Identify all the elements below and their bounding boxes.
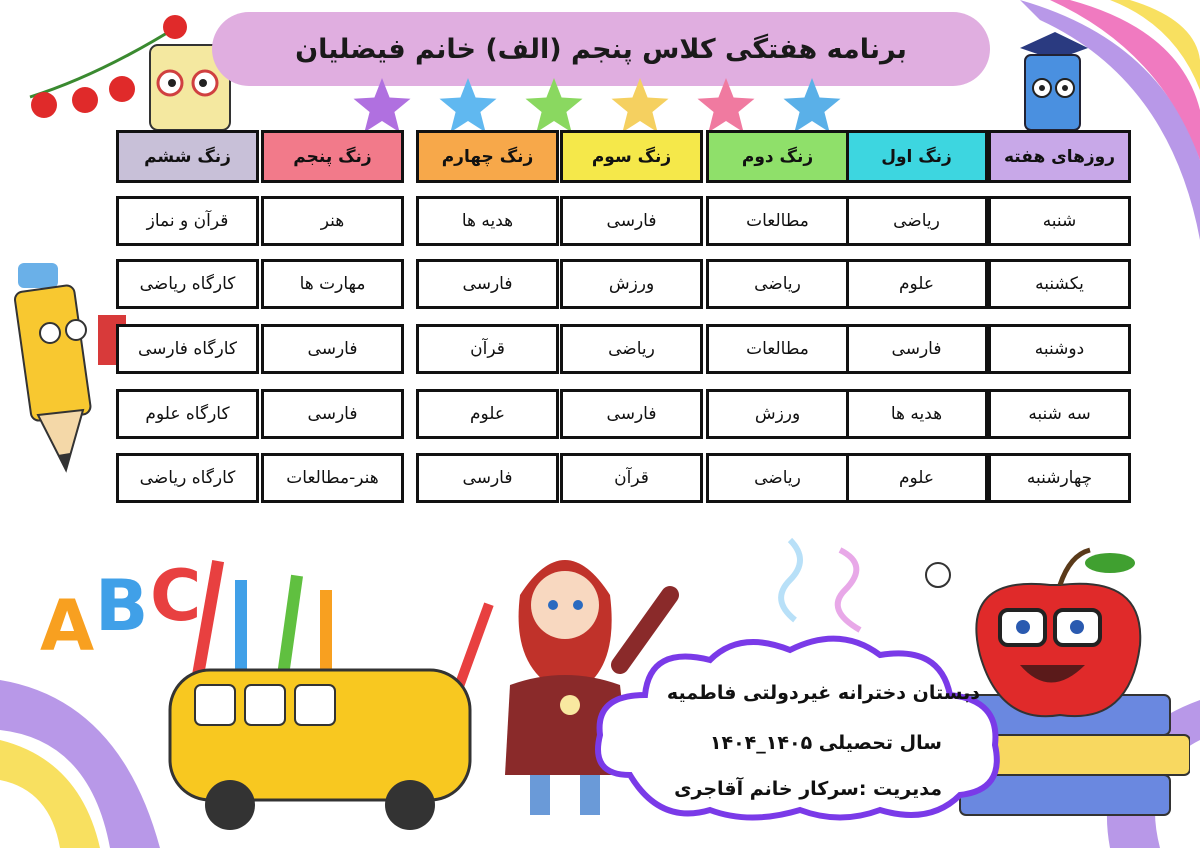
schedule-cell: ورزش (560, 259, 703, 309)
schedule-cell: کارگاه ریاضی (116, 259, 259, 309)
header-period-4: زنگ چهارم (416, 130, 559, 183)
day-cell: دوشنبه (988, 324, 1131, 374)
schedule-cell: فارسی (261, 324, 404, 374)
schedule-cell: کارگاه فارسی (116, 324, 259, 374)
schedule-cell: ریاضی (845, 196, 988, 246)
schedule-cell: هدیه ها (845, 389, 988, 439)
schedule-cell: کارگاه ریاضی (116, 453, 259, 503)
star-icon (698, 78, 755, 132)
book-character-icon (1010, 30, 1090, 140)
day-cell: چهارشنبه (988, 453, 1131, 503)
day-cell: شنبه (988, 196, 1131, 246)
schedule-cell: ورزش (706, 389, 849, 439)
svg-text:C: C (150, 555, 202, 637)
schedule-cell: مطالعات (706, 324, 849, 374)
header-period-3: زنگ سوم (560, 130, 703, 183)
schedule-cell: ریاضی (560, 324, 703, 374)
schedule-cell: ریاضی (706, 259, 849, 309)
schedule-cell: علوم (416, 389, 559, 439)
schedule-cell: فارسی (416, 259, 559, 309)
schedule-cell: فارسی (416, 453, 559, 503)
star-icon (784, 78, 841, 132)
schedule-cell: هنر-مطالعات (261, 453, 404, 503)
svg-text:B: B (95, 565, 149, 647)
star-icon (440, 78, 497, 132)
schedule-cell: فارسی (560, 196, 703, 246)
header-days: روزهای هفته (988, 130, 1131, 183)
schedule-cell: فارسی (845, 324, 988, 374)
schedule-cell: هدیه ها (416, 196, 559, 246)
page-title: برنامه هفتگی کلاس پنجم (الف) خانم فیضلیان (295, 33, 907, 65)
star-icon (612, 78, 669, 132)
school-name: دبستان دخترانه غیردولتی فاطمیه (666, 682, 980, 704)
star-icon (526, 78, 583, 132)
schedule-cell: قرآن (416, 324, 559, 374)
schedule-cell: کارگاه علوم (116, 389, 259, 439)
book-character-icon (10, 5, 240, 135)
schedule-cell: علوم (845, 453, 988, 503)
schedule-cell: فارسی (261, 389, 404, 439)
schedule-cell: هنر (261, 196, 404, 246)
header-period-1: زنگ اول (845, 130, 988, 183)
principal-name: مدیریت :سرکار خانم آقاجری (674, 778, 942, 800)
header-period-6: زنگ ششم (116, 130, 259, 183)
schedule-cell: قرآن و نماز (116, 196, 259, 246)
day-cell: سه شنبه (988, 389, 1131, 439)
pencil-character-icon (8, 255, 128, 480)
schedule-cell: علوم (845, 259, 988, 309)
schedule-cell: ریاضی (706, 453, 849, 503)
schedule-cell: قرآن (560, 453, 703, 503)
school-year: سال تحصیلی ۱۴۰۵_۱۴۰۴ (709, 732, 942, 754)
star-icon (354, 78, 411, 132)
schedule-cell: مهارت ها (261, 259, 404, 309)
school-bus-icon (20, 520, 500, 840)
schedule-cell: فارسی (560, 389, 703, 439)
svg-text:A: A (40, 585, 95, 667)
header-period-5: زنگ پنجم (261, 130, 404, 183)
header-period-2: زنگ دوم (706, 130, 849, 183)
day-cell: یکشنبه (988, 259, 1131, 309)
schedule-cell: مطالعات (706, 196, 849, 246)
